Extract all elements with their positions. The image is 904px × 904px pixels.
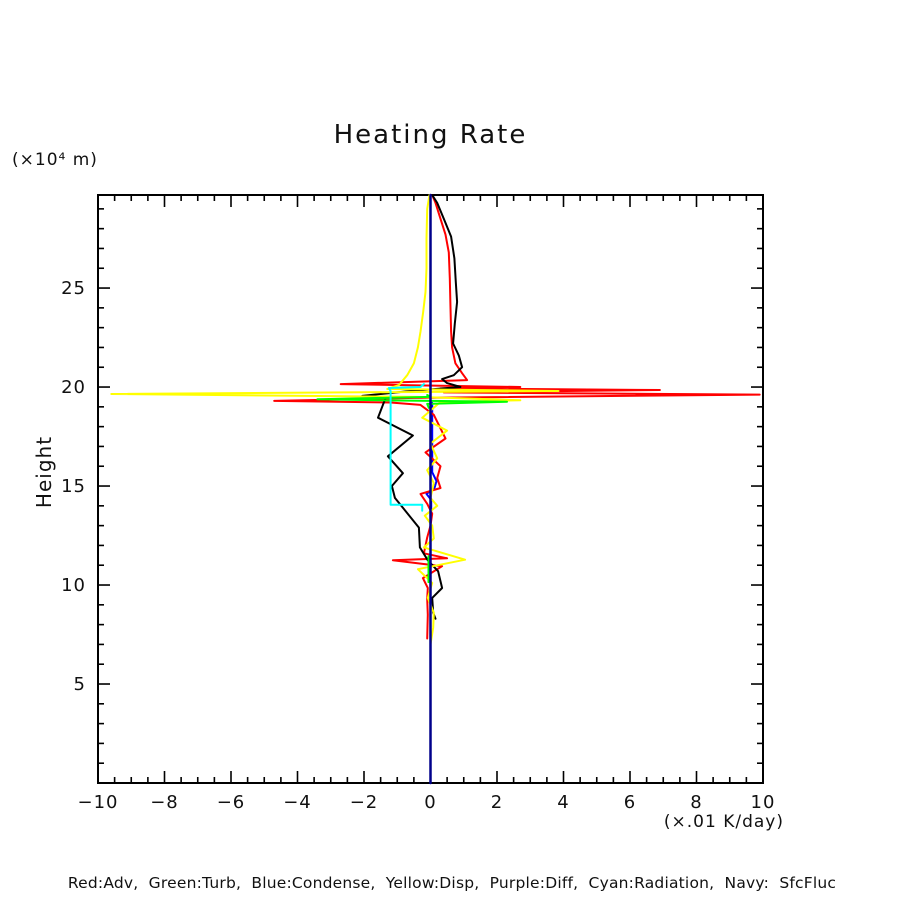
legend-caption: Red:Adv, Green:Turb, Blue:Condense, Yellow:Disp, Purple:Diff, Cyan:Radiation, Navy: SfcFluc bbox=[67, 874, 837, 892]
x-tick-label: −6 bbox=[216, 792, 246, 813]
x-tick-label: 8 bbox=[690, 792, 703, 813]
x-tick-label: 6 bbox=[623, 792, 637, 813]
y-tick-label: 15 bbox=[61, 476, 86, 498]
y-tick-label: 5 bbox=[73, 674, 86, 696]
y-tick-label: 25 bbox=[61, 278, 86, 300]
x-tick-label: 0 bbox=[424, 792, 437, 813]
y-tick-label: 20 bbox=[61, 377, 86, 399]
x-tick-label: −4 bbox=[283, 792, 312, 813]
x-axis-unit-label: (×.01 K/day) bbox=[663, 812, 784, 832]
x-tick-label: −8 bbox=[150, 792, 179, 813]
x-tick-label: −10 bbox=[77, 792, 119, 813]
x-tick-label: 10 bbox=[750, 792, 776, 813]
chart-title: Heating Rate bbox=[333, 120, 528, 150]
x-tick-label: −2 bbox=[349, 792, 379, 813]
y-axis-unit-label: (×10⁴ m) bbox=[12, 150, 98, 170]
series-Disp-line bbox=[111, 195, 558, 644]
x-tick-label: 2 bbox=[490, 792, 504, 813]
series-Adv-line bbox=[274, 195, 760, 639]
y-axis-title: Height bbox=[32, 435, 56, 509]
x-tick-label: 4 bbox=[557, 792, 570, 813]
y-tick-label: 10 bbox=[61, 575, 86, 597]
